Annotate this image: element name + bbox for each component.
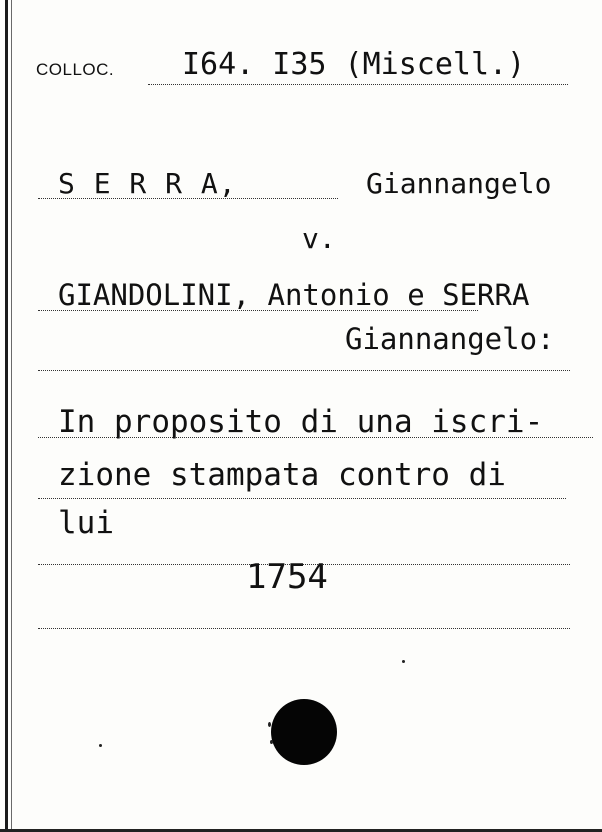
title-rule-2 bbox=[38, 498, 566, 499]
card-left-edge bbox=[5, 0, 8, 832]
separator-rule bbox=[38, 370, 570, 371]
speck bbox=[268, 722, 271, 727]
speck bbox=[402, 660, 405, 663]
punch-hole bbox=[271, 699, 337, 765]
colloc-rule bbox=[148, 84, 568, 85]
author-surname: S E R R A, bbox=[58, 167, 237, 200]
speck bbox=[270, 740, 273, 744]
title-line-2: zione stampata contro di bbox=[58, 457, 506, 493]
card-left-edge-inner bbox=[11, 0, 12, 832]
colloc-label: COLLOC. bbox=[36, 60, 115, 79]
title-line-3: lui bbox=[58, 505, 114, 541]
speck bbox=[99, 744, 102, 747]
title-line-1: In proposito di una iscri- bbox=[58, 404, 544, 440]
versus-label: v. bbox=[302, 222, 336, 255]
bottom-rule bbox=[38, 628, 570, 629]
colloc-value: I64. I35 (Miscell.) bbox=[182, 47, 526, 82]
year-value: 1754 bbox=[246, 557, 328, 597]
party-line-2: Giannangelo: bbox=[345, 322, 555, 356]
party-line-1: GIANDOLINI, Antonio e SERRA bbox=[58, 278, 530, 312]
author-firstname: Giannangelo bbox=[366, 167, 552, 200]
